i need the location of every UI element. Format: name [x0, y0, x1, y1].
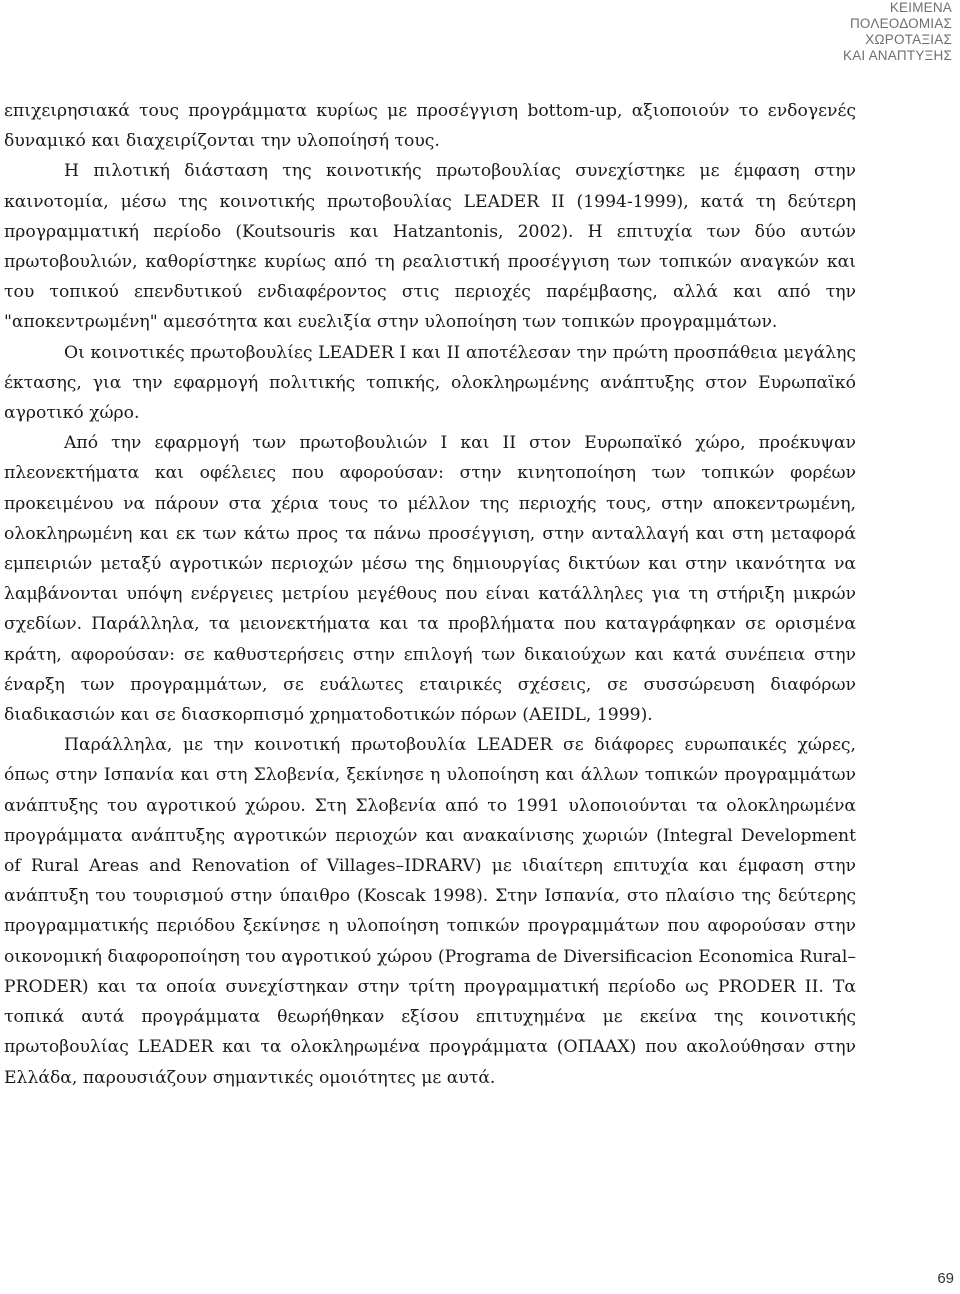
paragraph-2: Η πιλοτική διάσταση της κοινοτικής πρωτοβουλίας συνεχίστηκε με έμφαση στην καινοτομία, μέσω της κοινοτικής πρωτοβουλίας LEADER II (1994-1999), κατά τη δεύτερη προγραμματική περίοδο (Koutsouris και Hatzantonis, 2002). Η επιτυχία των δύο αυτών πρωτοβουλιών, καθορίστηκε κυρίως από τη ρεαλιστική προσέγγιση των τοπικών αναγκών και του τοπικού επενδυτικού ενδιαφέροντος στις περιοχές παρέμβασης, αλλά και από την "αποκεντρωμένη" αμεσότητα και ευελιξία στην υλοποίηση των τοπικών προγραμμάτων. [4, 161, 856, 333]
body-text [4, 96, 856, 1093]
paragraph-5: Παράλληλα, με την κοινοτική πρωτοβουλία LEADER σε διάφορες ευρωπαικές χώρες, όπως στην Ισπανία και στη Σλοβενία, ξεκίνησε η υλοποίηση και άλλων τοπικών προγραμμάτων ανάπτυξης του αγροτικού χώρου. Στη Σλοβενία από το 1991 υλοποιούνται τα ολοκληρωμένα προγράμματα ανάπτυξης αγροτικών περιοχών και ανακαίνισης χωριών (Integral Development of Rural Areas and Renovation of Villages–IDRARV) με ιδιαίτερη επιτυχία και έμφαση στην ανάπτυξη του τουρισμού στην ύπαιθρο (Koscak 1998). Στην Ισπανία, στο πλαίσιο της δεύτερης προγραμματικής περιόδου ξεκίνησε η υλοποίηση τοπικών προγραμμάτων που αφορούσαν στην οικονομική διαφοροποίηση του αγροτικού χώρου (Programa de Diversificacion Economica Rural–PRODER) και τα οποία συνεχίστηκαν στην τρίτη προγραμματική περίοδο ως PRODER II. Τα τοπικά αυτά προγράμματα θεωρήθηκαν εξίσου επιτυχημένα με εκείνα της κοινοτικής πρωτοβουλίας LEADER και τα ολοκληρωμένα προγράμματα (ΟΠΑΑΧ) που ακολούθησαν στην Ελλάδα, παρουσιάζουν σημαντικές ομοιότητες με αυτά. [4, 735, 856, 1088]
paragraph-4: Από την εφαρμογή των πρωτοβουλιών I και II στον Ευρωπαϊκό χώρο, προέκυψαν πλεονεκτήματα και οφέλειες που αφορούσαν: στην κινητοποίηση των τοπικών φορέων προκειμένου να πάρουν στα χέρια τους το μέλλον της περιοχής τους, στην αποκεντρωμένη, ολοκληρωμένη και εκ των κάτω προς τα πάνω προσέγγιση, στην ανταλλαγή και στη μεταφορά εμπειριών μεταξύ αγροτικών περιοχών μέσω της δημιουργίας δικτύων και στην ικανότητα να λαμβάνονται υπόψη ενέργειες μετρίου μεγέθους που είναι κατάλληλες για τη στήριξη μικρών σχεδίων. Παράλληλα, τα μειονεκτήματα και τα προβλήματα που καταγράφηκαν σε ορισμένα κράτη, αφορούσαν: σε καθυστερήσεις στην επιλογή των δικαιούχων και κατά συνέπεια στην έναρξη των προγραμμάτων, σε ευάλωτες εταιρικές σχέσεις, σε συσσώρευση διαφόρων διαδικασιών και σε διασκορπισμό χρηματοδοτικών πόρων (AEIDL, 1999). [4, 433, 856, 726]
running-header-line-4: ΚΑΙ ΑΝΑΠΤΥΞΗΣ [843, 48, 952, 63]
paragraph-1: επιχειρησιακά τους προγράμματα κυρίως με προσέγγιση bottom-up, αξιοποιούν το ενδογενές δυναμικό και διαχειρίζονται την υλοποίησή τους. [4, 101, 856, 152]
running-header-line-3: ΧΩΡΟΤΑΞΙΑΣ [865, 32, 952, 47]
running-header [752, 0, 952, 64]
page-number: 69 [937, 1270, 954, 1287]
running-header-line-1: ΚΕΙΜΕΝΑ [889, 0, 952, 15]
paragraph-3: Οι κοινοτικές πρωτοβουλίες LEADER I και II αποτέλεσαν την πρώτη προσπάθεια μεγάλης έκτασης, για την εφαρμογή πολιτικής τοπικής, ολοκληρωμένης ανάπτυξης στον Ευρωπαϊκό αγροτικό χώρο. [4, 342, 856, 424]
running-header-line-2: ΠΟΛΕΟΔΟΜΙΑΣ [849, 16, 952, 31]
